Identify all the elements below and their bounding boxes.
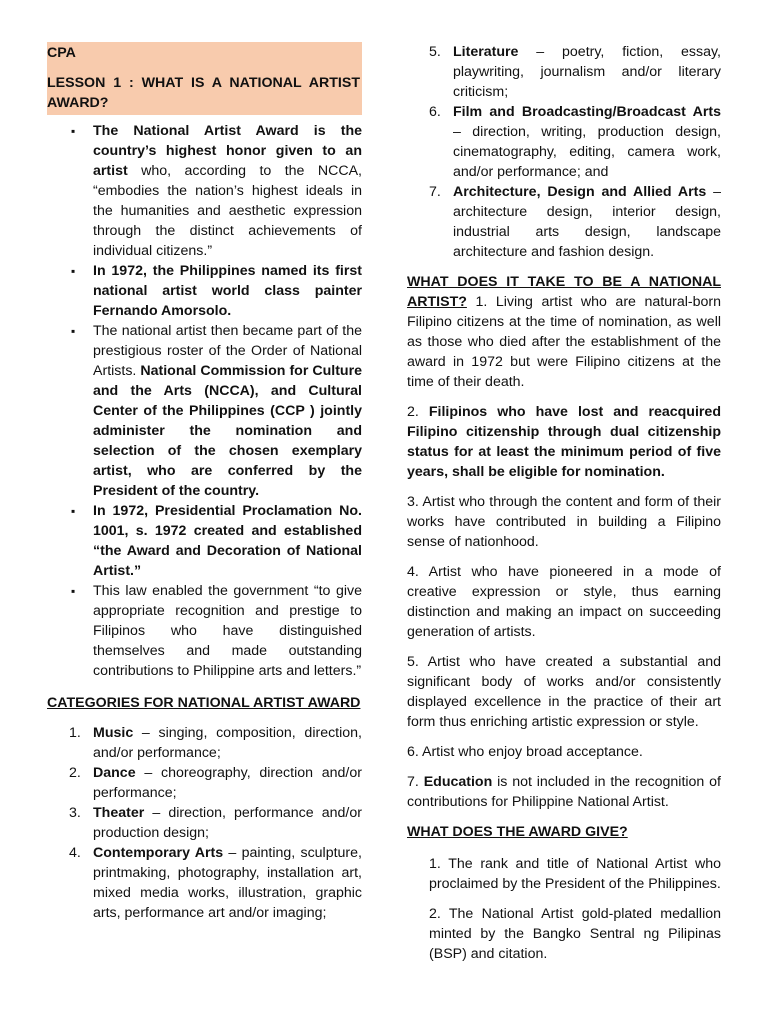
list-item: 1. Music – singing, composition, direction, and/or performance; xyxy=(69,725,362,761)
intro-list xyxy=(47,121,362,681)
list-item: 3. Theater – direction, performance and/or production design; xyxy=(69,805,362,841)
categories-list xyxy=(47,723,362,923)
list-item: ▪ The national artist then became part of the prestigious roster of the Order of National Artists. National Commission for Culture and the Arts (NCCA), and Cultural Center of the Philippines (CCP ) jointly administer the nomination and selection of the chosen exemplary artist, who are conferred by the President of the country. xyxy=(47,321,362,501)
list-item: 4. Contemporary Arts – painting, sculpture, printmaking, photography, installation art, mixed media works, illustration, graphic arts, performance art and/or imaging; xyxy=(69,845,362,921)
list-item: 2. Dance – choreography, direction and/or performance; xyxy=(69,765,362,801)
requirement-6: 6. Artist who enjoy broad acceptance. xyxy=(407,744,643,760)
list-item: ▪ The National Artist Award is the country’s highest honor given to an artist who, according to the NCCA, “embodies the nation’s highest ideals in the humanities and aesthetic expression through the distinct achievements of individual citizens.” xyxy=(47,121,362,261)
requirement-2: 2. Filipinos who have lost and reacquired Filipino citizenship through dual citizenship status for at least the minimum period of five years, shall be eligible for nomination. xyxy=(407,404,721,480)
award-heading: WHAT DOES THE AWARD GIVE? xyxy=(407,824,628,840)
list-item: ▪ In 1972, Presidential Proclamation No. 1001, s. 1972 created and established “the Award and Decoration of National Artist.” xyxy=(47,501,362,581)
requirements-heading: WHAT DOES IT TAKE TO BE A NATIONAL ARTIST? xyxy=(407,274,721,310)
left-column xyxy=(47,42,362,923)
award-item-2: 2. The National Artist gold-plated medallion minted by the Bangko Sentral ng Pilipinas (BSP) and citation. xyxy=(429,906,721,962)
lesson-header xyxy=(47,42,362,115)
categories-heading: CATEGORIES FOR NATIONAL ARTIST AWARD xyxy=(47,695,361,711)
requirements-section: WHAT DOES IT TAKE TO BE A NATIONAL ARTIST? 1. Living artist who are natural-born Filipino citizens at the time of nomination, as well as those who died after the establishment of the award in 1972 but were Filipino citizens at the time of their death. xyxy=(407,274,721,390)
requirement-4: 4. Artist who have pioneered in a mode of creative expression or style, thus earning distinction and making an impact on succeeding generation of artists. xyxy=(407,564,721,640)
list-item: 7. Architecture, Design and Allied Arts – architecture design, interior design, industrial arts design, landscape architecture and fashion design. xyxy=(429,184,721,260)
list-item: 6. Film and Broadcasting/Broadcast Arts – direction, writing, production design, cinematography, editing, camera work, and/or performance; and xyxy=(429,104,721,180)
lesson-title: LESSON 1 : WHAT IS A NATIONAL ARTIST AWARD? xyxy=(47,75,360,111)
requirement-7: 7. Education is not included in the recognition of contributions for Philippine National Artist. xyxy=(407,774,721,810)
right-column xyxy=(407,42,721,974)
list-item: ▪ In 1972, the Philippines named its first national artist world class painter Fernando Amorsolo. xyxy=(47,261,362,321)
award-item-1: 1. The rank and title of National Artist who proclaimed by the President of the Philippines. xyxy=(429,856,721,892)
course-label: CPA xyxy=(47,45,76,61)
list-item: 5. Literature – poetry, fiction, essay, playwriting, journalism and/or literary criticism; xyxy=(429,44,721,100)
categories-list-continued xyxy=(407,42,721,262)
requirement-5: 5. Artist who have created a substantial and significant body of works and/or consistently displayed excellence in the practice of their art form thus enriching artistic expression or style. xyxy=(407,654,721,730)
list-item: ▪ This law enabled the government “to give appropriate recognition and prestige to Filipinos who have distinguished themselves and made outstanding contributions to Philippine arts and letters.” xyxy=(47,581,362,681)
requirement-3: 3. Artist who through the content and form of their works have contributed in building a Filipino sense of nationhood. xyxy=(407,494,721,550)
